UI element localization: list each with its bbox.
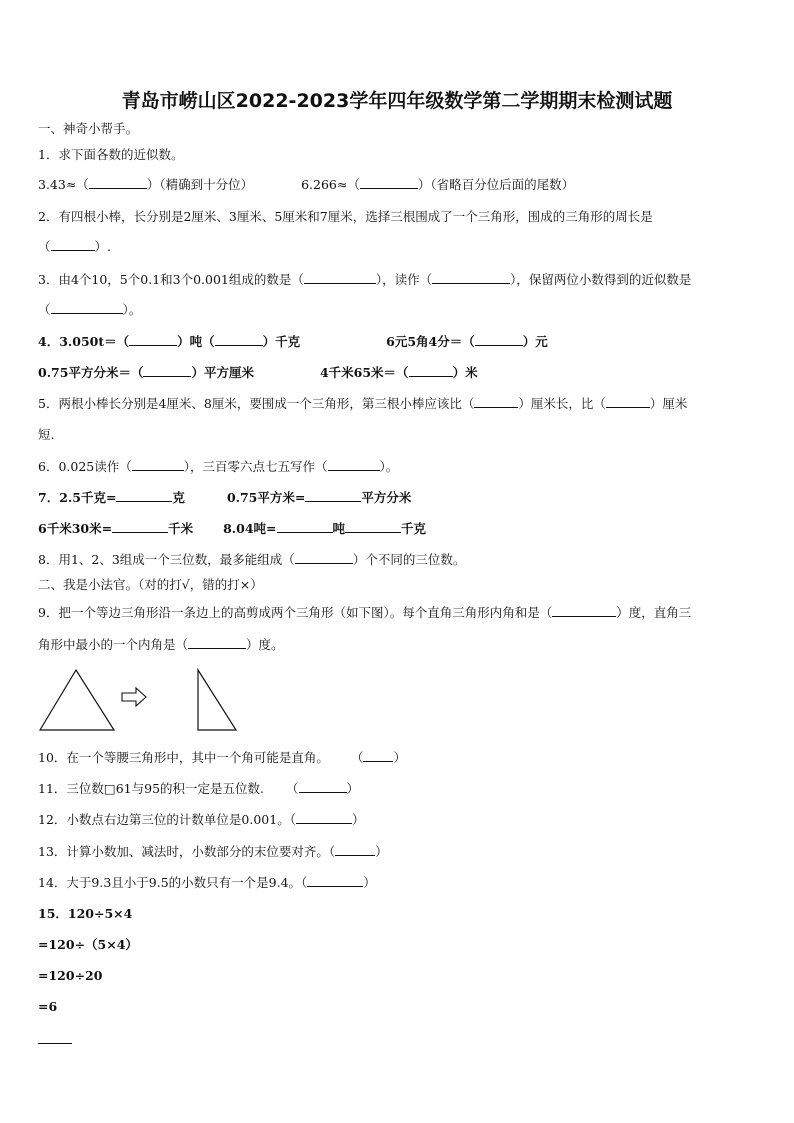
q1-a-pre: 3.43≈（ — [38, 177, 89, 192]
q7-b-post: 平方分米 — [361, 490, 412, 505]
question-15-line-1: 15．120÷5×4 — [38, 906, 133, 921]
answer-blank[interactable] — [474, 395, 518, 408]
q6-text-a: 6．0.025读作（ — [38, 459, 132, 474]
q8-text-a: 8．用1、2、3组成一个三位数，最多能组成（ — [38, 552, 295, 567]
answer-blank[interactable] — [295, 551, 353, 564]
q10-text: 10．在一个等腰三角形中，其中一个角可能是直角。 — [38, 750, 329, 765]
question-3-line-1 — [38, 271, 691, 289]
answer-blank[interactable] — [363, 749, 393, 762]
q7-a-post: 克 — [172, 490, 185, 505]
answer-blank[interactable] — [129, 333, 177, 346]
q5-text-a: 5．两根小棒长分别是4厘米、8厘米，要围成一个三角形，第三根小棒应该比（ — [38, 396, 475, 411]
q8-text-b: ）个不同的三位数。 — [352, 552, 466, 567]
answer-blank[interactable] — [305, 489, 361, 502]
answer-blank-line[interactable] — [38, 1043, 72, 1044]
page-title: 青岛市崂山区2022-2023学年四年级数学第二学期期末检测试题 — [121, 90, 673, 112]
q11-text: 11．三位数□61与95的积一定是五位数. — [38, 781, 265, 796]
question-4-line-1 — [38, 333, 548, 351]
paren-open: （ — [38, 302, 51, 317]
q9-text-c: 角形中最小的一个内角是（ — [38, 637, 189, 652]
question-2-line-2 — [38, 238, 111, 256]
q3-text-b: ），读作（ — [375, 272, 433, 287]
q7-b-pre: 0.75平方米= — [226, 490, 306, 505]
section-heading-1: 一、神奇小帮手。 — [38, 121, 139, 136]
q6-text-c: ）。 — [379, 459, 399, 474]
q6-text-b: ），三百零六点七五写作（ — [183, 459, 328, 474]
question-3-line-2 — [38, 301, 141, 319]
q5-text-c: ）厘米 — [649, 396, 688, 411]
q7-d-pre: 8.04吨= — [223, 521, 277, 536]
q4-c-post: ）平方厘米 — [191, 365, 254, 380]
question-4-line-2 — [38, 364, 478, 382]
paren-close: ） — [375, 844, 388, 859]
question-2-line-1: 2．有四根小棒，长分别是2厘米、3厘米、5厘米和7厘米，选择三根围成了一个三角形，围成的三角形的周长是 — [38, 209, 653, 224]
q9-text-a: 9．把一个等边三角形沿一条边上的高剪成两个三角形（如下图）。每个直角三角形内角和是（ — [38, 605, 553, 620]
q1-b-pre: 6.266≈（ — [301, 177, 360, 192]
section-heading-2: 二、我是小法官。（对的打√，错的打×） — [38, 577, 263, 592]
answer-blank[interactable] — [475, 333, 523, 346]
answer-blank[interactable] — [606, 395, 650, 408]
question-5-line-1 — [38, 395, 687, 413]
q14-text: 14．大于9.3且小于9.5的小数只有一个是9.4。（ — [38, 875, 308, 890]
q4-a-mid: ）吨（ — [177, 334, 215, 349]
q1-b-post: ）（省略百分位后面的尾数） — [417, 177, 575, 192]
right-arrow-icon — [122, 688, 146, 706]
answer-blank[interactable] — [132, 458, 184, 471]
answer-blank[interactable] — [552, 604, 616, 617]
question-7-line-2 — [38, 520, 426, 538]
answer-blank[interactable] — [51, 301, 123, 314]
question-12 — [38, 811, 364, 829]
question-5-line-2: 短. — [38, 427, 55, 442]
triangle-cut-figure — [36, 666, 246, 736]
answer-blank[interactable] — [296, 811, 352, 824]
question-8 — [38, 551, 465, 569]
answer-blank[interactable] — [299, 780, 347, 793]
paren-open: （ — [38, 239, 51, 254]
answer-blank[interactable] — [188, 636, 246, 649]
answer-blank[interactable] — [277, 520, 333, 533]
q4-a-post: ）千克 — [262, 334, 301, 349]
question-1-items — [38, 176, 574, 194]
question-13 — [38, 843, 388, 861]
question-9-line-2 — [38, 636, 284, 654]
answer-blank[interactable] — [345, 520, 401, 533]
answer-blank[interactable] — [51, 238, 95, 251]
q7-d-post: 千克 — [401, 521, 427, 536]
answer-blank[interactable] — [116, 489, 172, 502]
paren-close: ）. — [94, 239, 111, 254]
question-9-line-1 — [38, 604, 691, 622]
paren-close: ）。 — [122, 302, 142, 317]
q5-text-b: ）厘米长，比（ — [518, 396, 606, 411]
q4-d-post: ）米 — [452, 365, 478, 380]
answer-blank[interactable] — [89, 176, 147, 189]
paren-close: ） — [363, 875, 376, 890]
answer-blank[interactable] — [112, 520, 168, 533]
q7-d-mid: 吨 — [332, 521, 346, 536]
paren-open: （ — [286, 781, 299, 796]
q7-c-pre: 6千米30米= — [38, 521, 113, 536]
right-triangle-icon — [198, 670, 236, 730]
answer-blank[interactable] — [328, 458, 380, 471]
paren-close: ） — [351, 812, 365, 827]
answer-blank[interactable] — [304, 271, 376, 284]
q7-a-pre: 7．2.5千克= — [38, 490, 117, 505]
equilateral-triangle-icon — [40, 670, 114, 730]
q12-text: 12．小数点右边第三位的计数单位是0.001。（ — [38, 812, 296, 827]
answer-blank[interactable] — [307, 874, 363, 887]
question-1: 1．求下面各数的近似数。 — [38, 147, 184, 162]
q9-text-d: ）度。 — [246, 637, 284, 652]
q4-a-pre: 4．3.050t＝（ — [38, 334, 130, 349]
question-6 — [38, 458, 398, 476]
q3-text-a: 3．由4个10，5个0.1和3个0.001组成的数是（ — [38, 272, 304, 287]
paren-close: ） — [393, 750, 406, 765]
question-14 — [38, 874, 376, 892]
q1-a-post: ）（精确到十分位） — [146, 177, 254, 192]
q9-text-b: ）度，直角三 — [616, 605, 692, 620]
answer-blank[interactable] — [143, 364, 191, 377]
answer-blank[interactable] — [360, 176, 418, 189]
paren-close: ） — [346, 781, 360, 796]
paren-open: （ — [350, 750, 364, 765]
question-15-line-3: =120÷20 — [38, 968, 103, 983]
answer-blank[interactable] — [432, 271, 510, 284]
answer-blank[interactable] — [409, 364, 453, 377]
q13-text: 13．计算小数加、减法时，小数部分的末位要对齐。（ — [38, 844, 336, 859]
q4-b-pre: 6元5角4分＝（ — [386, 334, 475, 349]
question-7-line-1 — [38, 489, 411, 507]
answer-blank[interactable] — [335, 843, 375, 856]
question-11 — [38, 780, 359, 798]
question-15-line-4: =6 — [38, 999, 58, 1014]
q3-text-c: ），保留两位小数得到的近似数是 — [510, 272, 692, 287]
question-15-line-2: =120÷（5×4） — [38, 937, 138, 952]
q4-b-post: ）元 — [522, 334, 548, 349]
q4-c-pre: 0.75平方分米＝（ — [38, 365, 144, 380]
answer-blank[interactable] — [215, 333, 263, 346]
q7-c-post: 千米 — [168, 521, 194, 536]
question-10 — [38, 749, 406, 767]
q4-d-pre: 4千米65米＝（ — [319, 365, 409, 380]
